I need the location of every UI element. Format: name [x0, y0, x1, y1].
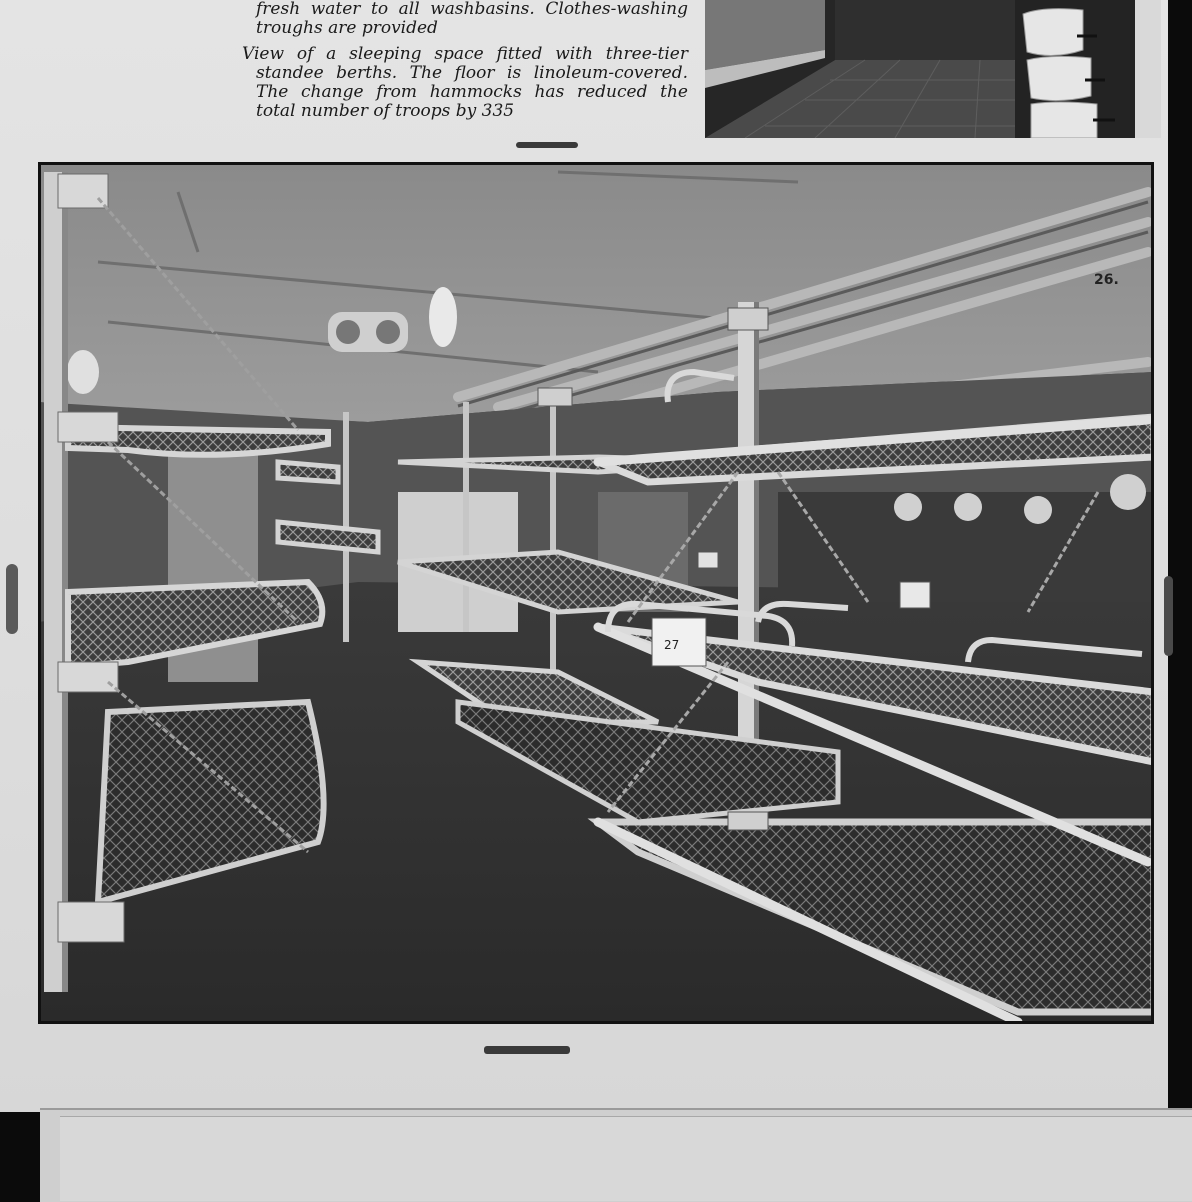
binding-mark-left [6, 564, 18, 634]
page-edge-lower [60, 1116, 1192, 1201]
berths-photo [38, 162, 1154, 1024]
registration-mark-bottom [484, 1046, 570, 1054]
registration-mark-top [516, 142, 578, 148]
svg-text:26.: 26. [1094, 272, 1119, 288]
caption-continued: fresh water to all washbasins. Clothes-washing troughs are provided [256, 0, 688, 38]
washroom-photo [705, 0, 1161, 138]
svg-text:27: 27 [664, 638, 680, 652]
caption-main: View of a sleeping space fitted with three-tier standee berths. The floor is linoleum-covered. The change from hammocks has reduced the total number of troops by 335 [242, 44, 688, 121]
caption-block [236, 0, 688, 121]
binding-mark-right [1164, 576, 1173, 656]
